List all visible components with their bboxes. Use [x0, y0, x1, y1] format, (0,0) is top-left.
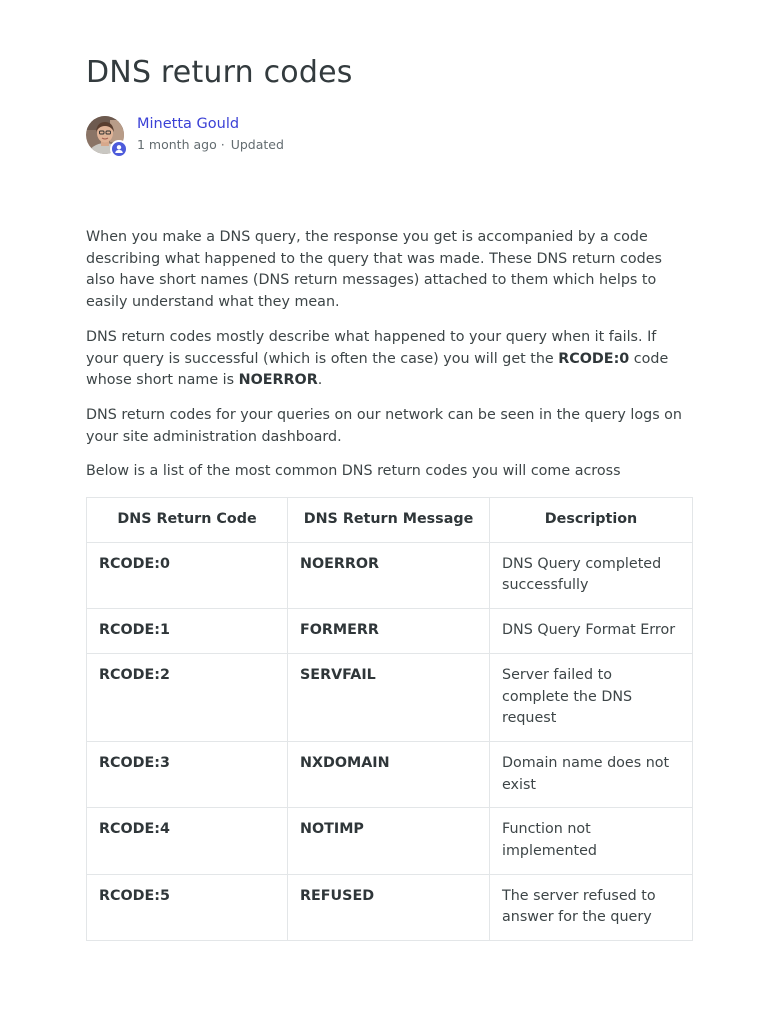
message-cell: NXDOMAIN — [288, 741, 490, 807]
description-cell: Domain name does not exist — [490, 741, 693, 807]
description-cell: Function not implemented — [490, 808, 693, 874]
column-header-code: DNS Return Code — [87, 498, 288, 543]
table-row — [87, 808, 693, 874]
rcode-cell: RCODE:0 — [87, 542, 288, 608]
message-cell: NOERROR — [288, 542, 490, 608]
table-header-row — [87, 498, 693, 543]
article-meta-line — [137, 136, 284, 154]
paragraph-success-text-3: . — [317, 372, 323, 389]
dns-return-codes-table — [86, 497, 693, 941]
message-cell: SERVFAIL — [288, 653, 490, 741]
description-cell: DNS Query completed successfully — [490, 542, 693, 608]
paragraph-intro: When you make a DNS query, the response you get is accompanied by a code describing what happened to the query that was made. These DNS return codes also have short names (DNS return messages) attached to them which helps to easily understand what they mean. — [86, 229, 662, 311]
rcode-cell: RCODE:4 — [87, 808, 288, 874]
updated-label: Updated — [230, 137, 284, 152]
published-time: 1 month ago — [137, 137, 217, 152]
message-cell: REFUSED — [288, 874, 490, 940]
description-cell: DNS Query Format Error — [490, 609, 693, 654]
rcode-cell: RCODE:1 — [87, 609, 288, 654]
column-header-message: DNS Return Message — [288, 498, 490, 543]
article-body — [86, 227, 692, 941]
table-row — [87, 741, 693, 807]
meta-separator: · — [220, 137, 225, 152]
table-row — [87, 874, 693, 940]
table-row — [87, 609, 693, 654]
message-cell: FORMERR — [288, 609, 490, 654]
paragraph-success — [86, 327, 692, 392]
author-meta — [137, 114, 284, 154]
rcode-cell: RCODE:3 — [87, 741, 288, 807]
description-cell: Server failed to complete the DNS request — [490, 653, 693, 741]
avatar[interactable] — [86, 116, 124, 154]
user-badge-icon — [110, 140, 128, 158]
author-block — [86, 114, 284, 158]
rcode-cell: RCODE:5 — [87, 874, 288, 940]
noerror-emphasis: NOERROR — [238, 372, 318, 389]
paragraph-query-logs: DNS return codes for your queries on our network can be seen in the query logs on your site administration dashboard. — [86, 406, 682, 445]
paragraph-success-text-1: DNS return codes mostly describe what happened to your query when it fails. If your query is successful (which is often the case) you will get the — [86, 328, 657, 367]
column-header-description: Description — [490, 498, 693, 543]
message-cell: NOTIMP — [288, 808, 490, 874]
table-row — [87, 542, 693, 608]
rcode-cell: RCODE:2 — [87, 653, 288, 741]
table-row — [87, 653, 693, 741]
description-cell: The server refused to answer for the query — [490, 874, 693, 940]
rcode0-emphasis: RCODE:0 — [558, 350, 630, 367]
page-title: DNS return codes — [86, 55, 353, 90]
paragraph-list-intro: Below is a list of the most common DNS return codes you will come across — [86, 463, 621, 480]
author-name-link[interactable]: Minetta Gould — [137, 116, 240, 132]
paragraph-success-text-2: code whose short name is — [86, 350, 669, 389]
